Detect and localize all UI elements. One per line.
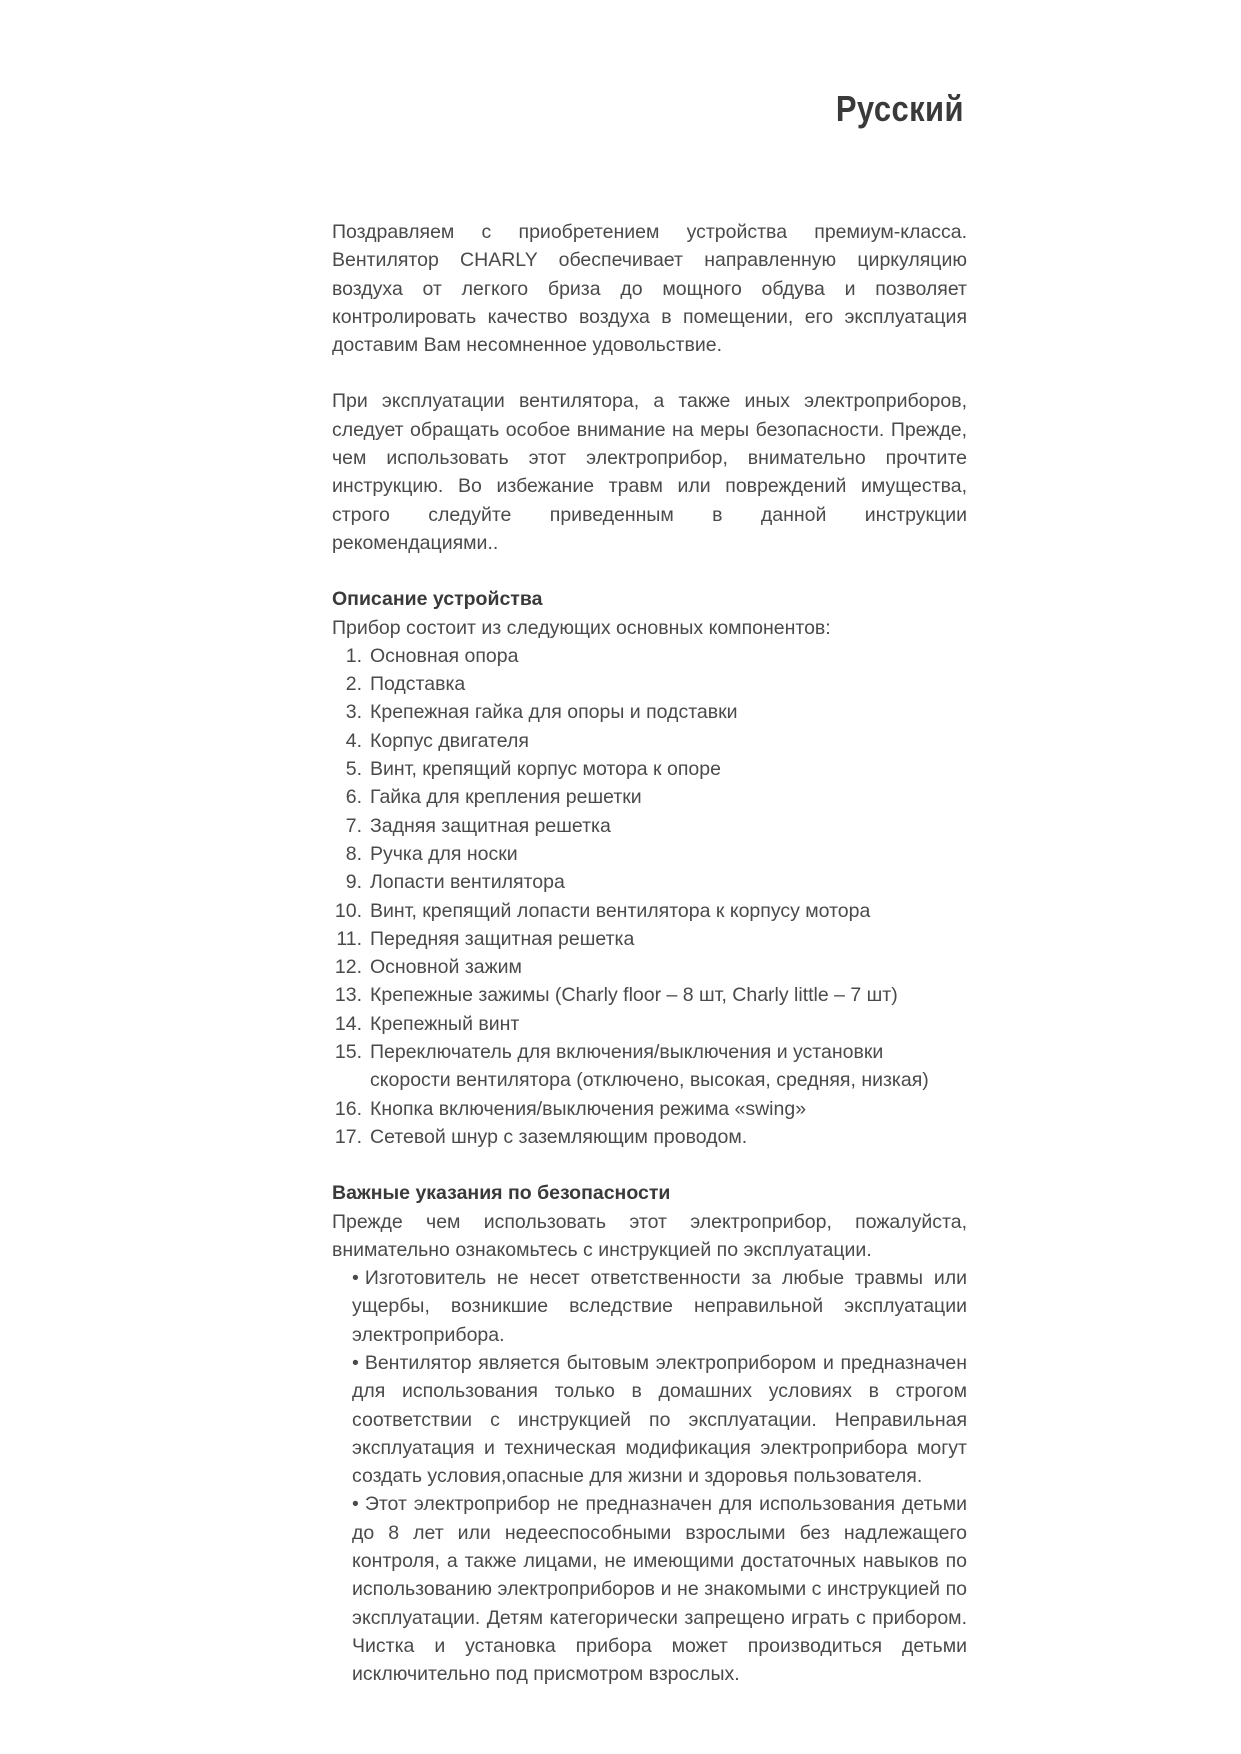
intro-paragraph-1: Поздравляем с приобретением устройства премиум-класса. Вентилятор CHARLY обеспечивает направленную циркуляцию воздуха от легкого бриза до мощного обдува и позволяет контролировать качество воздуха в помещении, его эксплуатация доставим Вам несомненное удовольствие. bbox=[332, 221, 967, 357]
list-item: 16. Кнопка включения/выключения режима «swing» bbox=[334, 1097, 807, 1120]
list-item: • Этот электроприбор не предназначен для использования детьми до 8 лет или недееспособными взрослыми без надлежащего контроля, а также лицами, не имеющими достаточных навыков по использованию электроприборов и не знакомыми с инструкцией по эксплуатации. Детям категорически запрещено играть с прибором. Чистка и установка прибора может производиться детьми исключительно под присмотром взрослых. bbox=[352, 1493, 967, 1686]
list-item: 4. Корпус двигателя bbox=[345, 729, 529, 752]
language-title: Русский bbox=[835, 88, 964, 129]
safety-list bbox=[332, 1264, 967, 1688]
list-item: 5. Винт, крепящий корпус мотора к опоре bbox=[345, 758, 721, 781]
bullet-icon: • bbox=[352, 1351, 359, 1374]
bullet-icon: • bbox=[352, 1267, 359, 1290]
safety-heading: Важные указания по безопасности bbox=[332, 1182, 671, 1205]
spacer bbox=[332, 359, 967, 387]
list-item: 8. Ручка для носки bbox=[345, 842, 518, 865]
description-lead: Прибор состоит из следующих основных компонентов: bbox=[332, 616, 831, 639]
intro-paragraph-2: При эксплуатации вентилятора, а также иных электроприборов, следует обращать особое внимание на меры безопасности. Прежде, чем использовать этот электроприбор, внимательно прочтите инструкцию. Во избежание травм или повреждений имущества, строго следуйте приведенным в данной инструкции рекомендациями.. bbox=[332, 390, 967, 554]
list-item: 3. Крепежная гайка для опоры и подставки bbox=[345, 701, 738, 724]
bullet-icon: • bbox=[352, 1493, 359, 1516]
list-item: 15. Переключатель для включения/выключения и установки скорости вентилятора (отключено, высокая, средняя, низкая) bbox=[334, 1041, 929, 1092]
safety-lead: Прежде чем использовать этот электроприбор, пожалуйста, внимательно ознакомьтесь с инструкцией по эксплуатации. bbox=[332, 1210, 967, 1261]
list-item: 11. Передняя защитная решетка bbox=[336, 927, 635, 950]
list-item: 13. Крепежные зажимы (Charly floor – 8 шт, Charly little – 7 шт) bbox=[334, 984, 898, 1007]
list-item: 9. Лопасти вентилятора bbox=[345, 871, 565, 894]
spacer bbox=[332, 557, 967, 585]
spacer bbox=[332, 1151, 967, 1179]
list-item: 17. Сетевой шнур с заземляющим проводом. bbox=[334, 1125, 748, 1148]
list-item: • Вентилятор является бытовым электроприбором и предназначен для использования только в домашних условиях в строгом соответствии с инструкцией по эксплуатации. Неправильная эксплуатация и техническая модификация электроприбора могут создать условия,опасные для жизни и здоровья пользователя. bbox=[352, 1351, 967, 1488]
list-item: 2. Подставка bbox=[345, 673, 466, 696]
list-item: 1. Основная опора bbox=[345, 644, 519, 667]
document-body bbox=[332, 218, 967, 1689]
description-heading: Описание устройства bbox=[332, 588, 543, 611]
list-item: 7. Задняя защитная решетка bbox=[345, 814, 611, 837]
components-list bbox=[332, 642, 967, 1151]
list-item: • Изготовитель не несет ответственности за любые травмы или ущербы, возникшие вследствие неправильной эксплуатации электроприбора. bbox=[352, 1267, 967, 1346]
list-item: 12. Основной зажим bbox=[334, 956, 522, 979]
list-item: 10. Винт, крепящий лопасти вентилятора к корпусу мотора bbox=[334, 899, 871, 922]
list-item: 6. Гайка для крепления решетки bbox=[345, 786, 642, 809]
list-item: 14. Крепежный винт bbox=[334, 1012, 520, 1035]
